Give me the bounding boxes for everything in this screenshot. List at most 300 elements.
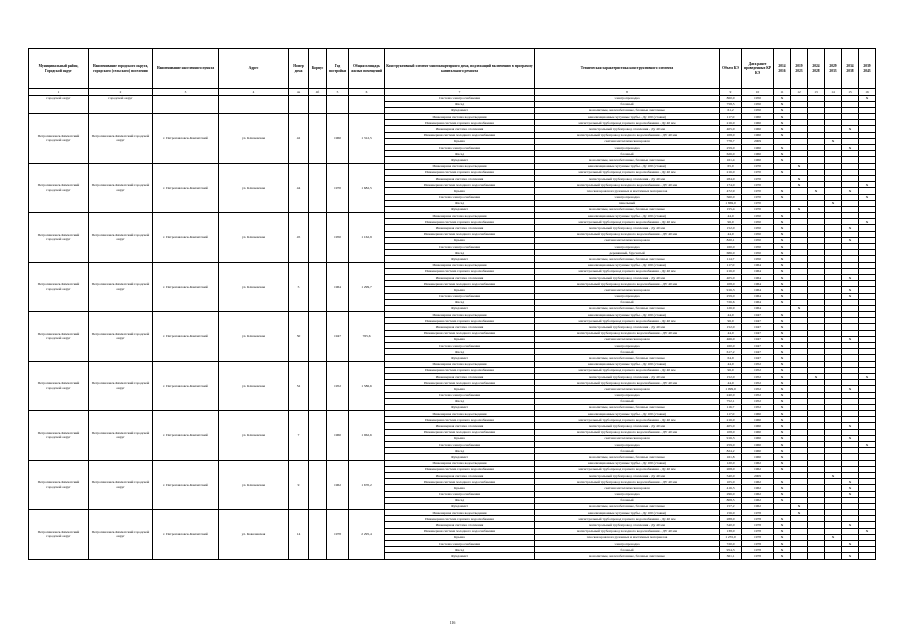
period-mark-cell: X — [774, 281, 791, 287]
column-number-cell: 2 — [89, 89, 153, 96]
volume-cell: 44,0 — [720, 312, 742, 318]
column-number-cell: 8 — [535, 89, 720, 96]
volume-cell: 916,3 — [720, 287, 742, 293]
characteristic-cell: магистральный трубопровод отопления - Ду 40 мм — [535, 373, 720, 379]
year-built-cell: 1960 — [327, 411, 349, 461]
building-cell — [309, 312, 327, 362]
period-mark-cell: X — [774, 120, 791, 126]
element-cell: Фундамент — [385, 355, 535, 361]
period-mark-cell: X — [774, 287, 791, 293]
col-element-header: Конструктивный элемент многоквартирного дома, подлежащий включению в программу капитального ремонта — [385, 49, 535, 89]
area-cell: 1 312,5 — [349, 114, 385, 164]
volume-cell: 96,0 — [720, 318, 742, 324]
characteristic-cell: блочный — [535, 398, 720, 404]
prev-repair-cell: 1952 — [742, 404, 774, 410]
period-mark-cell: X — [842, 553, 859, 559]
prev-repair-cell: 1978 — [742, 553, 774, 559]
volume-cell: 259,0 — [720, 442, 742, 448]
prev-repair-cell: 1962 — [742, 466, 774, 472]
volume-cell: 152,0 — [720, 225, 742, 231]
prev-repair-cell: 1950 — [742, 231, 774, 237]
col-year-header: Год постройки — [327, 49, 349, 89]
building-cell — [309, 213, 327, 263]
volume-cell: 720,0 — [720, 541, 742, 547]
element-cell: Фундамент — [385, 157, 535, 163]
prev-repair-cell: 1964 — [742, 299, 774, 305]
address-cell: ул. Ключевская — [219, 163, 289, 213]
prev-repair-cell: 1952 — [742, 392, 774, 398]
empty-cell — [349, 95, 385, 114]
characteristic-cell: блочный — [535, 101, 720, 107]
col-district-header: Муниципальный район, Городской округ — [29, 49, 89, 89]
volume-cell: 117,0 — [720, 411, 742, 417]
address-cell: ул. Ключевская — [219, 262, 289, 312]
element-cell: Крыша — [385, 435, 535, 441]
element-cell: Система электроснабжения — [385, 491, 535, 497]
volume-cell: 160,0 — [720, 343, 742, 349]
column-number-cell: 9 — [720, 89, 742, 96]
volume-cell: 820,1 — [720, 237, 742, 243]
characteristic-cell: монолитные, железобетонные, блочные ленточные — [535, 256, 720, 262]
prev-repair-cell: 1960 — [742, 429, 774, 435]
district-cell: Петропавловск-Камчатский городской округ — [29, 312, 89, 362]
locality-cell: г. Петропавловск-Камчатский — [153, 163, 219, 213]
element-cell: Инженерная система холодного водоснабжения — [385, 528, 535, 534]
prev-repair-cell: 1964 — [742, 305, 774, 311]
period-mark-cell: X — [842, 435, 859, 441]
prev-repair-cell: 1947 — [742, 324, 774, 330]
element-cell: Фундамент — [385, 503, 535, 509]
house-number-cell: 42 — [289, 114, 309, 164]
characteristic-cell: канализационные чугунные трубы - Ду 100 (стояки) — [535, 411, 720, 417]
volume-cell: 216,0 — [720, 417, 742, 423]
prev-repair-cell: 1962 — [742, 460, 774, 466]
period-mark-cell: X — [774, 114, 791, 120]
element-cell: Крыша — [385, 534, 535, 540]
element-cell: Фундамент — [385, 404, 535, 410]
period-mark-cell: X — [774, 256, 791, 262]
period-mark-cell: X — [842, 274, 859, 280]
period-mark-cell: X — [842, 522, 859, 528]
period-mark-cell: X — [791, 182, 808, 188]
period-mark-cell: X — [774, 398, 791, 404]
volume-cell: 152,0 — [720, 373, 742, 379]
col-prev-repair-header: Дата ранее проведенных КР КЭ — [742, 49, 774, 89]
prev-repair-cell: 1978 — [742, 516, 774, 522]
characteristic-cell: канализационные чугунные трубы - Ду 100 (стояки) — [535, 163, 720, 169]
volume-cell: 416,3 — [720, 485, 742, 491]
prev-repair-cell: 1962 — [742, 491, 774, 497]
prev-repair-cell: 1947 — [742, 330, 774, 336]
locality-cell: г. Петропавловск-Камчатский — [153, 312, 219, 362]
locality-cell: г. Петропавловск-Камчатский — [153, 460, 219, 510]
element-cell: Инженерная система отопления — [385, 373, 535, 379]
element-cell: Система электроснабжения — [385, 293, 535, 299]
prev-repair-cell: 1947 — [742, 312, 774, 318]
period-mark-cell: X — [808, 373, 825, 379]
building-cell — [309, 361, 327, 411]
column-number-cell: 4а — [289, 89, 309, 96]
house-number-cell: 52 — [289, 361, 309, 411]
period-mark-cell: X — [825, 138, 842, 144]
prev-repair-cell: 1970 — [742, 200, 774, 206]
period-mark-cell: X — [774, 373, 791, 379]
characteristic-cell: электропроводка — [535, 343, 720, 349]
element-cell: Система электроснабжения — [385, 95, 535, 101]
volume-cell: 540,0 — [720, 522, 742, 528]
address-cell: ул. Ключевская — [219, 312, 289, 362]
prev-repair-cell: 1947 — [742, 343, 774, 349]
volume-cell: 96,0 — [720, 367, 742, 373]
characteristic-cell: скатная металлическая кровля — [535, 237, 720, 243]
prev-repair-cell: 1960 — [742, 417, 774, 423]
characteristic-cell: магистральный трубопровод горячего водоснабжения - Ду 40 мм — [535, 120, 720, 126]
district-cell: Петропавловск-Камчатский городской округ — [29, 361, 89, 411]
characteristic-cell: скатная металлическая кровля — [535, 287, 720, 293]
characteristic-cell: магистральный трубопровод холодного водоснабжения - ДУ 40 мм — [535, 380, 720, 386]
volume-cell: 1 255,0 — [720, 534, 742, 540]
volume-cell: 126,9 — [720, 305, 742, 311]
year-built-cell: 1962 — [327, 460, 349, 510]
prev-repair-cell: 2009 — [742, 472, 774, 478]
period-mark-cell: X — [774, 157, 791, 163]
volume-cell: 44,0 — [720, 361, 742, 367]
element-cell: Инженерная система водоотведения — [385, 163, 535, 169]
period-mark-cell: X — [774, 435, 791, 441]
volume-cell: 157,2 — [720, 503, 742, 509]
building-cell — [309, 411, 327, 461]
volume-cell: 105,0 — [720, 479, 742, 485]
prev-repair-cell: 1964 — [742, 274, 774, 280]
period-mark-cell: X — [774, 299, 791, 305]
period-mark-cell: X — [774, 386, 791, 392]
period-mark-cell: X — [791, 510, 808, 516]
year-built-cell: 1950 — [327, 213, 349, 263]
period-mark-cell: X — [774, 336, 791, 342]
element-cell: Инженерная система водоотведения — [385, 510, 535, 516]
prev-repair-cell: 1960 — [742, 454, 774, 460]
volume-cell: 138,0 — [720, 528, 742, 534]
col-period-2039-header: 2039 2043 — [859, 49, 876, 89]
prev-repair-cell: 1978 — [742, 534, 774, 540]
volume-cell: 405,0 — [720, 423, 742, 429]
col-volume-header: Объем КЭ — [720, 49, 742, 89]
district-cell: Петропавловск-Камчатский городской округ — [29, 411, 89, 461]
period-mark-cell: X — [774, 528, 791, 534]
element-cell: Инженерная система отопления — [385, 175, 535, 181]
period-mark-cell: X — [774, 101, 791, 107]
area-cell: 1 299,7 — [349, 262, 385, 312]
locality-cell: г. Петропавловск-Камчатский — [153, 510, 219, 560]
element-cell: Инженерная система отопления — [385, 274, 535, 280]
building-cell — [309, 114, 327, 164]
prev-repair-cell: 1964 — [742, 287, 774, 293]
volume-cell: 108,0 — [720, 132, 742, 138]
period-mark-cell: X — [774, 491, 791, 497]
period-mark-cell: X — [774, 355, 791, 361]
element-cell: Инженерная система водоотведения — [385, 361, 535, 367]
element-cell: Инженерная система холодного водоснабжения — [385, 479, 535, 485]
area-cell: 1 162,9 — [349, 213, 385, 263]
volume-cell: 617,2 — [720, 349, 742, 355]
volume-cell: 288,0 — [720, 516, 742, 522]
prev-repair-cell: 1947 — [742, 349, 774, 355]
col-period-2034-header: 2034 2038 — [842, 49, 859, 89]
period-mark-cell: X — [774, 330, 791, 336]
element-cell: Система электроснабжения — [385, 194, 535, 200]
characteristic-cell: канализационные чугунные трубы - Ду 100 (стояки) — [535, 213, 720, 219]
volume-cell: 161,8 — [720, 454, 742, 460]
characteristic-cell: магистральный трубопровод холодного водоснабжения - ДУ 40 мм — [535, 132, 720, 138]
characteristic-cell: магистральный трубопровод горячего водоснабжения - Ду 40 мм — [535, 367, 720, 373]
prev-repair-cell: 1960 — [742, 151, 774, 157]
period-mark-cell: X — [774, 442, 791, 448]
year-built-cell: 1978 — [327, 510, 349, 560]
characteristic-cell: монолитные, железобетонные, блочные ленточные — [535, 157, 720, 163]
house-number-cell: 7 — [289, 411, 309, 461]
volume-cell: 860,0 — [720, 95, 742, 101]
characteristic-cell: магистральный трубопровод холодного водоснабжения - ДУ 40 мм — [535, 330, 720, 336]
settlement-cell: Петропавловск-Камчатский городской округ — [89, 163, 153, 213]
period-mark-cell: X — [774, 225, 791, 231]
element-cell: Крыша — [385, 336, 535, 342]
element-cell: Инженерная система отопления — [385, 126, 535, 132]
period-mark-cell: X — [842, 225, 859, 231]
prev-repair-cell: 1962 — [742, 503, 774, 509]
period-mark-cell: X — [774, 107, 791, 113]
element-cell: Инженерная система водоотведения — [385, 411, 535, 417]
district-cell: Петропавловск-Камчатский городской округ — [29, 213, 89, 263]
period-mark-cell: X — [774, 349, 791, 355]
period-mark-cell: X — [842, 188, 859, 194]
col-period-2014-header: 2014 2016 — [774, 49, 791, 89]
column-number-cell: 11 — [774, 89, 791, 96]
period-mark-cell: X — [825, 200, 842, 206]
element-cell: Инженерная система водоотведения — [385, 262, 535, 268]
element-cell: Инженерная система водоотведения — [385, 114, 535, 120]
characteristic-cell: канализационные чугунные трубы - Ду 100 (стояки) — [535, 361, 720, 367]
year-built-cell: 1947 — [327, 312, 349, 362]
characteristic-cell: канализационные чугунные трубы - Ду 100 (стояки) — [535, 510, 720, 516]
element-cell: Инженерная система горячего водоснабжения — [385, 318, 535, 324]
volume-cell: 152,0 — [720, 324, 742, 330]
volume-cell: 108,0 — [720, 429, 742, 435]
volume-cell: 726,6 — [720, 299, 742, 305]
period-mark-cell: X — [774, 516, 791, 522]
period-mark-cell: X — [859, 95, 876, 101]
volume-cell: 405,0 — [720, 126, 742, 132]
element-cell: Система электроснабжения — [385, 541, 535, 547]
characteristic-cell: магистральный трубопровод холодного водоснабжения - ДУ 40 мм — [535, 528, 720, 534]
volume-cell: 824,2 — [720, 448, 742, 454]
volume-cell: 1 099,0 — [720, 386, 742, 392]
period-mark-cell: X — [774, 126, 791, 132]
prev-repair-cell: 1978 — [742, 522, 774, 528]
prev-repair-cell: 1952 — [742, 380, 774, 386]
characteristic-cell: электропроводка — [535, 244, 720, 250]
element-cell: Фасад — [385, 547, 535, 553]
element-cell: Инженерная система горячего водоснабжения — [385, 120, 535, 126]
period-mark-cell: X — [842, 423, 859, 429]
period-mark-cell: X — [774, 293, 791, 299]
period-mark-cell: X — [774, 417, 791, 423]
house-number-cell: 44 — [289, 163, 309, 213]
period-mark-cell: X — [774, 312, 791, 318]
element-cell: Фундамент — [385, 305, 535, 311]
prev-repair-cell: 1950 — [742, 225, 774, 231]
characteristic-cell: электропроводка — [535, 293, 720, 299]
period-mark-cell: X — [842, 287, 859, 293]
period-mark-cell: X — [774, 454, 791, 460]
characteristic-cell: электропроводка — [535, 541, 720, 547]
area-cell: 765,6 — [349, 312, 385, 362]
volume-cell: 64,9 — [720, 355, 742, 361]
element-cell: Фундамент — [385, 454, 535, 460]
element-cell: Фасад — [385, 101, 535, 107]
house-number-cell: 9 — [289, 460, 309, 510]
volume-cell: 259,0 — [720, 145, 742, 151]
element-cell: Инженерная система водоотведения — [385, 213, 535, 219]
column-number-cell: 4 — [219, 89, 289, 96]
characteristic-cell: монолитные, железобетонные, блочные ленточные — [535, 305, 720, 311]
period-mark-cell: X — [774, 318, 791, 324]
period-mark-cell: X — [774, 244, 791, 250]
prev-repair-cell: 1962 — [742, 479, 774, 485]
characteristic-cell: канализационные чугунные трубы - Ду 100 (стояки) — [535, 114, 720, 120]
district-cell: Петропавловск-Камчатский городской округ — [29, 163, 89, 213]
period-mark-cell: X — [774, 479, 791, 485]
locality-cell: г. Петропавловск-Камчатский — [153, 361, 219, 411]
prev-repair-cell: 1960 — [742, 157, 774, 163]
period-mark-cell: X — [791, 163, 808, 169]
volume-cell: 758,5 — [720, 101, 742, 107]
period-mark-cell: X — [774, 188, 791, 194]
prev-repair-cell: 1960 — [742, 411, 774, 417]
volume-cell: 259,0 — [720, 293, 742, 299]
district-cell: городской округ — [29, 95, 89, 114]
column-number-cell: 6 — [349, 89, 385, 96]
prev-repair-cell: 1964 — [742, 293, 774, 299]
prev-repair-cell: 1964 — [742, 262, 774, 268]
col-period-2029-header: 2029 2033 — [825, 49, 842, 89]
volume-cell: 808,5 — [720, 497, 742, 503]
area-cell: 1 670,2 — [349, 460, 385, 510]
prev-repair-cell: 1950 — [742, 213, 774, 219]
characteristic-cell: магистральный трубопровод горячего водоснабжения - Ду 40 мм — [535, 516, 720, 522]
element-cell: Инженерная система горячего водоснабжения — [385, 417, 535, 423]
address-cell: ул. Ключевская — [219, 460, 289, 510]
volume-cell: 466,0 — [720, 336, 742, 342]
volume-cell: 174,0 — [720, 182, 742, 188]
period-mark-cell: X — [859, 219, 876, 225]
prev-repair-cell: 1978 — [742, 547, 774, 553]
characteristic-cell: магистральный трубопровод горячего водоснабжения - Ду 40 мм — [535, 466, 720, 472]
element-cell: Инженерная система холодного водоснабжения — [385, 380, 535, 386]
volume-cell: 954,3 — [720, 547, 742, 553]
volume-cell: 284,0 — [720, 175, 742, 181]
element-cell: Инженерная система горячего водоснабжения — [385, 516, 535, 522]
element-cell: Фасад — [385, 151, 535, 157]
year-built-cell: 1952 — [327, 361, 349, 411]
period-mark-cell: X — [825, 472, 842, 478]
volume-cell: 156,0 — [720, 510, 742, 516]
period-mark-cell: X — [774, 367, 791, 373]
period-mark-cell — [859, 553, 876, 559]
period-mark-cell: X — [774, 250, 791, 256]
prev-repair-cell: 1950 — [742, 250, 774, 256]
volume-cell: 96,0 — [720, 219, 742, 225]
building-cell — [309, 163, 327, 213]
element-cell: Инженерная система горячего водоснабжения — [385, 268, 535, 274]
element-cell: Фасад — [385, 448, 535, 454]
element-cell: Система электроснабжения — [385, 244, 535, 250]
element-cell: Крыша — [385, 287, 535, 293]
prev-repair-cell: 1952 — [742, 386, 774, 392]
volume-cell: 296,0 — [720, 491, 742, 497]
characteristic-cell: электропроводка — [535, 442, 720, 448]
period-mark-cell: X — [791, 175, 808, 181]
district-cell: Петропавловск-Камчатский городской округ — [29, 510, 89, 560]
col-address-header: Адрес — [219, 49, 289, 89]
element-cell: Инженерная система горячего водоснабжения — [385, 169, 535, 175]
volume-cell: 155,4 — [720, 206, 742, 212]
element-cell: Крыша — [385, 237, 535, 243]
characteristic-cell: магистральный трубопровод отопления - Ду 40 мм — [535, 175, 720, 181]
settlement-cell: Петропавловск-Камчатский городской округ — [89, 213, 153, 263]
period-mark-cell: X — [774, 485, 791, 491]
area-cell: 2 295,4 — [349, 510, 385, 560]
period-mark-cell: X — [791, 305, 808, 311]
prev-repair-cell: 1970 — [742, 188, 774, 194]
volume-cell: 117,0 — [720, 114, 742, 120]
element-cell: Инженерная система холодного водоснабжения — [385, 330, 535, 336]
period-mark-cell: X — [774, 553, 791, 559]
prev-repair-cell: 1952 — [742, 367, 774, 373]
volume-cell: 560,0 — [720, 194, 742, 200]
characteristic-cell: блочный — [535, 448, 720, 454]
characteristic-cell: магистральный трубопровод холодного водоснабжения - ДУ 40 мм — [535, 479, 720, 485]
volume-cell: 361,1 — [720, 553, 742, 559]
element-cell: Фасад — [385, 299, 535, 305]
prev-repair-cell: 1970 — [742, 206, 774, 212]
volume-cell: 65,0 — [720, 163, 742, 169]
period-mark-cell: X — [774, 522, 791, 528]
prev-repair-cell: 1950 — [742, 244, 774, 250]
volume-cell: 161,4 — [720, 157, 742, 163]
volume-cell: 120,0 — [720, 460, 742, 466]
prev-repair-cell: 1978 — [742, 541, 774, 547]
prev-repair-cell: 1950 — [742, 95, 774, 101]
period-mark-cell: X — [774, 547, 791, 553]
period-mark-cell: X — [859, 528, 876, 534]
empty-cell — [153, 95, 219, 114]
area-cell: 1 682,5 — [349, 163, 385, 213]
col-characteristic-header: Техническая характеристика конструктивного элемента — [535, 49, 720, 89]
characteristic-cell: деревянный, брусчатый — [535, 250, 720, 256]
characteristic-cell: монолитные, железобетонные, блочные ленточные — [535, 553, 720, 559]
characteristic-cell: канализационные чугунные трубы - Ду 100 (стояки) — [535, 460, 720, 466]
address-cell: ул. Ключевская — [219, 114, 289, 164]
element-cell: Система электроснабжения — [385, 145, 535, 151]
volume-cell: 216,0 — [720, 120, 742, 126]
period-mark-cell — [808, 553, 825, 559]
characteristic-cell: магистральный трубопровод отопления - Ду 40 мм — [535, 274, 720, 280]
house-number-cell: 45 — [289, 213, 309, 263]
element-cell: Фундамент — [385, 553, 535, 559]
volume-cell: 626,0 — [720, 151, 742, 157]
column-number-cell: 12 — [791, 89, 808, 96]
volume-cell: 540,0 — [720, 472, 742, 478]
